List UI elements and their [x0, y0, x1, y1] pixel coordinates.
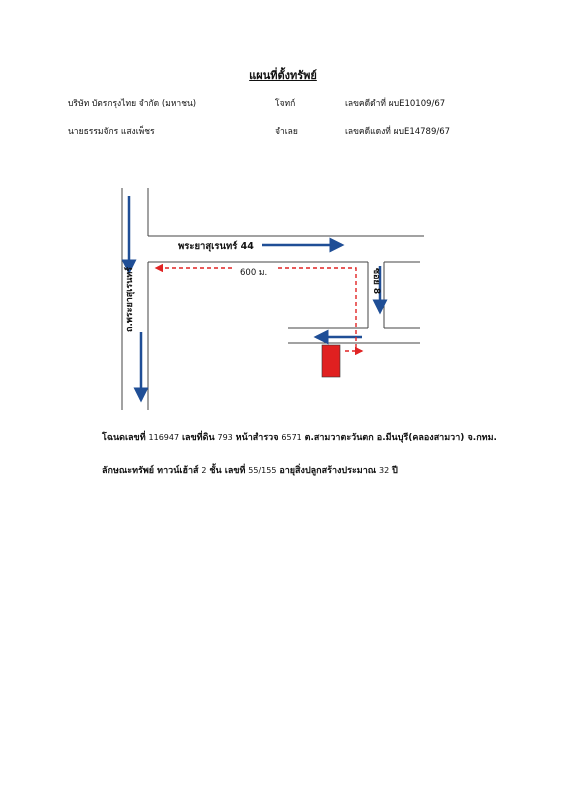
road-lines: [122, 188, 424, 410]
route-to-property: [278, 268, 358, 351]
house-no-label: ชั้น เลขที่: [209, 466, 246, 476]
road-side-label: ถ.พระยาสุเรนทร์: [125, 266, 135, 332]
land-no-label: เลขที่ดิน: [181, 433, 215, 443]
age-label: อายุสิ่งปลูกสร้างประมาณ: [279, 466, 377, 476]
road-main-label: พระยาสุเรนทร์ 44: [178, 241, 254, 252]
red-case-number: เลขคดีแดงที่ ผบE14789/67: [345, 127, 451, 137]
land-no-value: 793: [217, 433, 233, 442]
plaintiff-name: บริษัท บัตรกรุงไทย จำกัด (มหาชน): [68, 99, 197, 109]
survey-label: หน้าสำรวจ: [235, 433, 279, 443]
defendant-name: นายธรรมจักร แสงเพ็ชร: [68, 127, 155, 137]
page-title: แผนที่ตั้งทรัพย์: [249, 69, 317, 82]
deed-no-label: โฉนดเลขที่: [102, 433, 146, 443]
soi-label: ซอย 8: [371, 268, 381, 295]
plaintiff-role: โจทก์: [275, 99, 296, 109]
property-info: [102, 463, 398, 477]
property-marker: [322, 345, 340, 377]
defendant-role: จำเลย: [275, 127, 298, 137]
deed-no-value: 116947: [148, 433, 180, 442]
property-type-label: ลักษณะทรัพย์ ทาวน์เฮ้าส์: [102, 466, 199, 476]
distance-label: 600 ม.: [240, 268, 268, 278]
years-label: ปี: [392, 466, 398, 476]
black-case-number: เลขคดีดำที่ ผบE10109/67: [345, 99, 446, 109]
age-value: 32: [379, 466, 390, 475]
floors-value: 2: [201, 466, 207, 475]
survey-value: 6571: [281, 433, 302, 442]
house-no-value: 55/155: [248, 466, 277, 475]
deed-info: [102, 430, 497, 444]
location-text: ต.สามวาตะวันตก อ.มีนบุรี(คลองสามวา) จ.กทม.: [304, 433, 497, 443]
